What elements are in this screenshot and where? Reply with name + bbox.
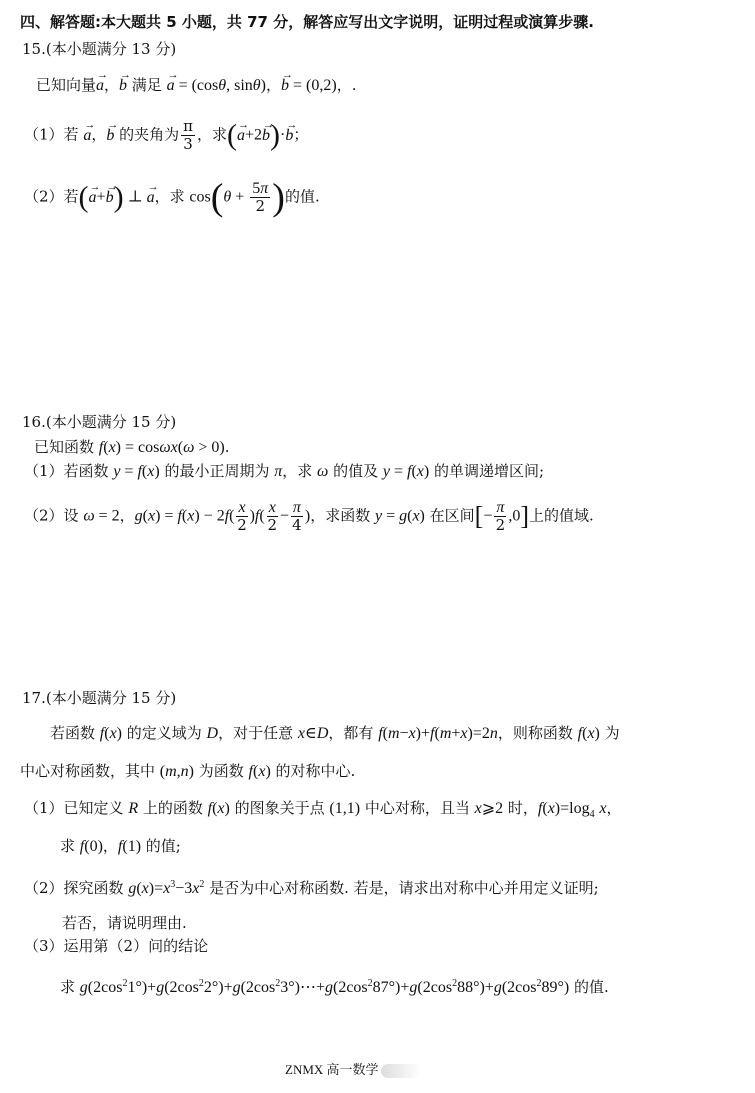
q17-definition-line1: 若函数 f(x) 的定义域为 D，对于任意 x∈D，都有 f(m−x)+f(m+x)=2n，则称函数 f(x) 为 bbox=[50, 724, 620, 742]
page-footer bbox=[285, 1060, 421, 1080]
q16-part1: （1）若函数 y = f(x) 的最小正周期为 π，求 ω 的值及 y = f(x) 的单调递增区间; bbox=[24, 462, 545, 480]
q17-part1-line2: 求 f(0)，f(1) 的值; bbox=[60, 837, 181, 855]
q16-header: 16.(本小题满分 15 分) bbox=[22, 413, 177, 431]
q15-given: 已知向量→ a，→ b 满足 → a = (cosθ, sinθ)，→ b = (0,2)，. bbox=[36, 75, 356, 96]
watermark-blur bbox=[381, 1064, 421, 1078]
q15-part1: （1）若 → a，→ b 的夹角为 $\frac{\pi}{3}$ ，求(→ a+2→ b)·→ b； bbox=[24, 118, 308, 153]
q16-part2: （2）设 ω = 2，g(x) = f(x) − 2f( $\frac{x}{2}$ )f( $\frac{x}{2}$ − $\frac{\pi}{4}$ )，求函数 y = g(x) 在区间[− $\frac{\pi}{2}$ ,0]上的值域. bbox=[24, 499, 594, 534]
q16-given: 已知函数 f(x) = cosωx(ω > 0). bbox=[34, 438, 230, 456]
q17-part3-line1: （3）运用第（2）问的结论 bbox=[24, 937, 209, 955]
q17-part2-line1: （2）探究函数 $g(x)=x^3-3x^2$ 是否为中心对称函数. 若是，请求出对称中心并用定义证明; bbox=[24, 879, 599, 897]
q17-part1-line1: （1）已知定义 R 上的函数 f(x) 的图象关于点 (1,1) 中心对称，且当 x⩾2 时，$f(x)=\log_4$ x， bbox=[24, 799, 622, 820]
footer-text: ZNMX 高一数学 bbox=[285, 1062, 379, 1077]
q17-part2-line2: 若否，请说明理由. bbox=[62, 914, 187, 932]
q17-part3-line2: 求 $g(2\cos^21^\circ)+g(2\cos^22^\circ)+g(2\cos^23^\circ)\cdots+g(2\cos^287^\circ)+g(2\cos^288^\circ)+g(2\cos^289^\circ)$ 的值. bbox=[60, 978, 609, 996]
q17-definition-line2: 中心对称函数，其中 (m,n) 为函数 f(x) 的对称中心. bbox=[20, 762, 356, 780]
q15-header: 15.(本小题满分 13 分) bbox=[22, 40, 177, 58]
q15-part2: （2）若(→ a+→ b) ⊥ → a，求 cos(θ + $\frac{5\pi}{2}$ )的值. bbox=[24, 180, 320, 215]
q17-header: 17.(本小题满分 15 分) bbox=[22, 689, 177, 707]
section-title: 四、解答题:本大题共 5 小题，共 77 分，解答应写出文字说明，证明过程或演算步骤. bbox=[20, 13, 594, 31]
